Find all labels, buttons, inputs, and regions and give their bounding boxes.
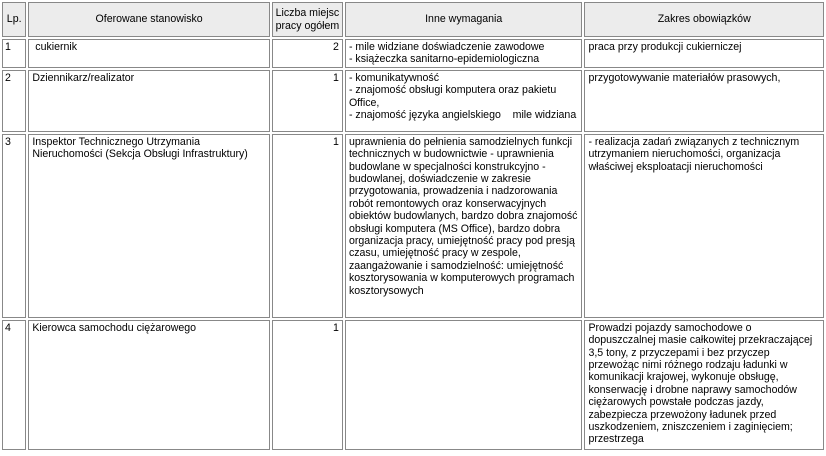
row-duties: przygotowywanie materiałów prasowych, [584,70,824,132]
table-row [2,70,824,132]
row-position: Dziennikarz/realizator [28,70,270,132]
requirement-line: - znajomość obsługi komputera oraz pakietu Office, [348,84,560,109]
requirement-line: - książeczka sanitarno-epidemiologiczna [348,53,540,66]
row-lp: 2 [2,70,26,132]
row-requirements [345,70,583,132]
row-count: 1 [272,320,343,450]
row-lp: 1 [2,39,26,68]
header-lp: Lp. [2,2,26,37]
row-lp: 4 [2,320,26,450]
row-count: 1 [272,134,343,318]
row-duties: praca przy produkcji cukierniczej [584,39,824,68]
row-duties: Prowadzi pojazdy samochodowe o dopuszczalnej masie całkowitej przekraczającej 3,5 tony, z przyczepami i bez przyczep przewożąc nimi różnego rodzaju ładunki w komunikacji krajowej, wykonuje obsługę, konserwację i drobne naprawy samochodów ciężarowych powstałe podczas jazdy, zabezpiecza przewożony ładunek przed uszkodzeniem, zniszczeniem i zaginięciem; przestrzega [584,320,824,450]
table-row [2,320,824,450]
row-count: 2 [272,39,343,68]
row-count: 1 [272,70,343,132]
row-requirements [345,320,583,450]
header-count: Liczba miejsc pracy ogółem [272,2,343,37]
row-position: cukiernik [28,39,270,68]
row-duties: - realizacja zadań związanych z technicznym utrzymaniem nieruchomości, organizacja właściwej eksploatacji nieruchomości [584,134,824,318]
row-requirements: uprawnienia do pełnienia samodzielnych funkcji technicznych w budownictwie - uprawnienia budowlane w specjalności konstrukcyjno - budowlanej, doświadczenie w zakresie przygotowania, prowadzenia i nadzorowania robót remontowych oraz konserwacyjnych obiektów budowlanych, bardzo dobra znajomość obsługi komputera (MS Office), bardzo dobra organizacja pracy, umiejętność pracy pod presją czasu, umiejętność pracy w zespole, zaangażowanie i samodzielność: umiejętność kosztorysowania w komputerowych programach kosztorysowych [345,134,583,318]
header-position: Oferowane stanowisko [28,2,270,37]
row-position: Kierowca samochodu ciężarowego [28,320,270,450]
table-row [2,134,824,318]
table-row [2,39,824,68]
row-position: Inspektor Technicznego Utrzymania Nieruchomości (Sekcja Obsługi Infrastruktury) [28,134,270,318]
requirement-line: - mile widziane doświadczenie zawodowe [348,41,545,53]
header-requirements: Inne wymagania [345,2,583,37]
row-lp: 3 [2,134,26,318]
requirement-line: - znajomość języka angielskiego mile widziana [348,109,577,122]
header-duties: Zakres obowiązków [584,2,824,37]
requirement-line: - komunikatywność [348,71,440,84]
row-requirements [345,39,583,68]
table-header-row [2,2,824,37]
